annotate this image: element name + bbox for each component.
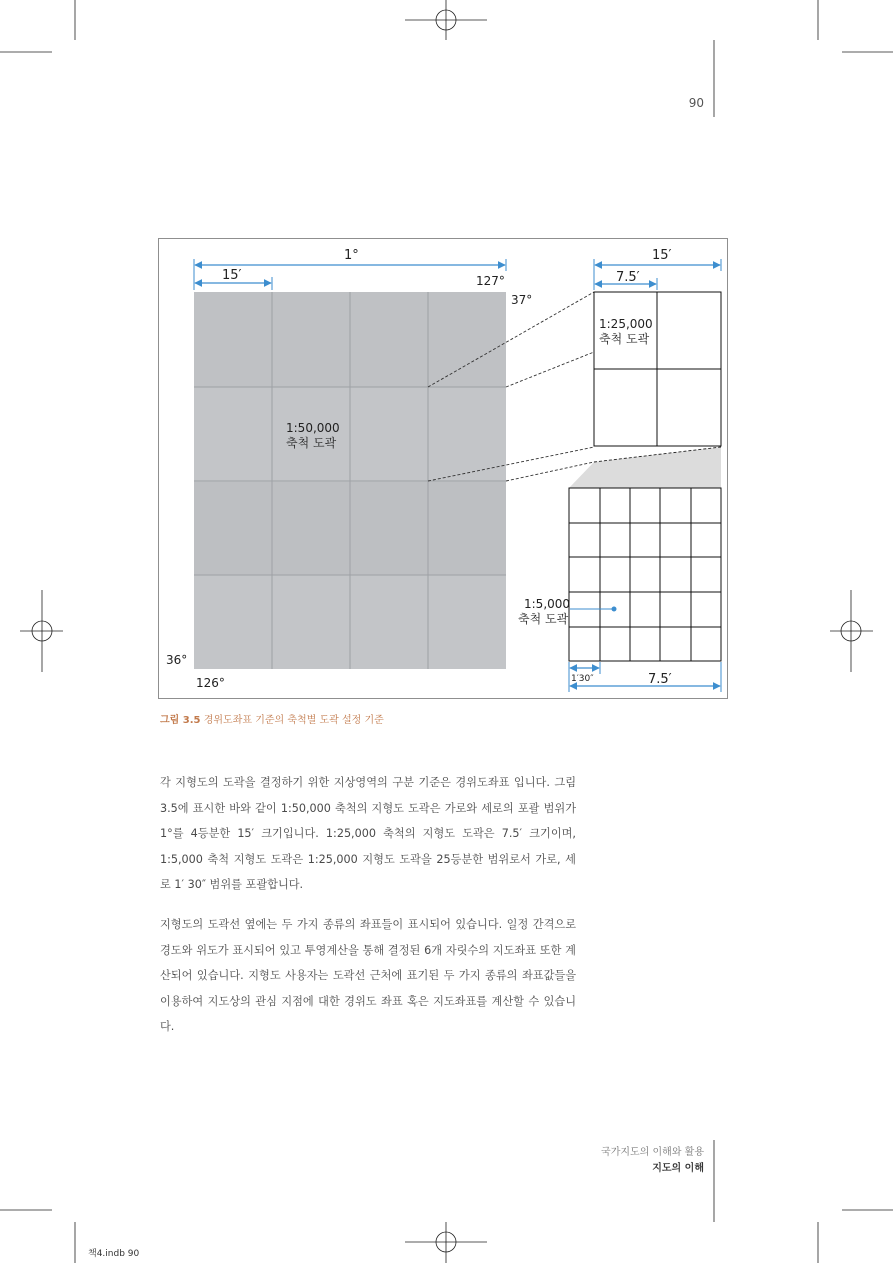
- label-scale-50000: 1:50,000: [286, 421, 340, 435]
- label-scale-5000: 1:5,000: [524, 597, 571, 611]
- label-15min: 15′: [222, 268, 242, 283]
- label-lat-36: 36°: [166, 653, 188, 667]
- figure-caption-text: 경위도좌표 기준의 축척별 도곽 설정 기준: [203, 715, 384, 726]
- body-paragraph-2: 지형도의 도곽선 옆에는 두 가지 종류의 좌표들이 표시되어 있습니다. 일정 간격으로 경도와 위도가 표시되어 있고 투영계산을 통해 결정된 6개 자릿수의 지도좌표 또한 계산되어 있습니다. 지형도 사용자는 도곽선 근처에 표기된 두 가지 종류의 좌표값들을 이용하여 지도상의 관심 지점에 대한 경위도 좌표 혹은 지도좌표를 계산할 수 있습니다.: [160, 918, 576, 1033]
- leader-dot-5000: [612, 607, 617, 612]
- label-1min30: 1′30″: [571, 674, 594, 684]
- label-scale-25000-sub: 축척 도곽: [599, 332, 650, 346]
- grid-25000: [594, 292, 721, 446]
- label-7-5min-bottom: 7.5′: [648, 672, 672, 687]
- footer-chapter-title: 지도의 이해: [652, 1163, 704, 1174]
- page-number: 90: [688, 96, 704, 110]
- label-lat-37: 37°: [511, 293, 533, 307]
- label-scale-50000-sub: 축척 도곽: [286, 436, 337, 450]
- body-paragraph-1: 각 지형도의 도곽을 결정하기 위한 지상영역의 구분 기준은 경위도좌표 입니다. 그림 3.5에 표시한 바와 같이 1:50,000 축척의 지형도 도곽은 가로와 세로의 포괄 범위가 1°를 4등분한 15′ 크기입니다. 1:25,000 축척의 지형도 도곽은 7.5′ 크기이며, 1:5,000 축척 지형도 도곽은 1:25,000 지형도 도곽을 25등분한 범위로서 가로, 세로 1′ 30″ 범위를 포괄합니다.: [160, 776, 576, 891]
- label-scale-25000: 1:25,000: [599, 317, 653, 331]
- footer-book-title: 국가지도의 이해와 활용: [601, 1147, 704, 1158]
- figure-caption: [160, 711, 384, 726]
- label-15min-right: 15′: [652, 248, 672, 263]
- label-lon-127: 127°: [476, 274, 505, 288]
- label-7-5min-top: 7.5′: [616, 270, 640, 285]
- print-slug: 책4.indb 90: [88, 1249, 140, 1259]
- label-scale-5000-sub: 축척 도곽: [518, 612, 569, 626]
- grid-50000: [194, 292, 506, 669]
- grid-5000: [569, 488, 721, 661]
- label-1deg: 1°: [344, 248, 359, 263]
- figure-caption-number: 그림 3.5: [160, 715, 201, 726]
- zoom-wedge: [569, 447, 721, 488]
- label-lon-126: 126°: [196, 676, 225, 690]
